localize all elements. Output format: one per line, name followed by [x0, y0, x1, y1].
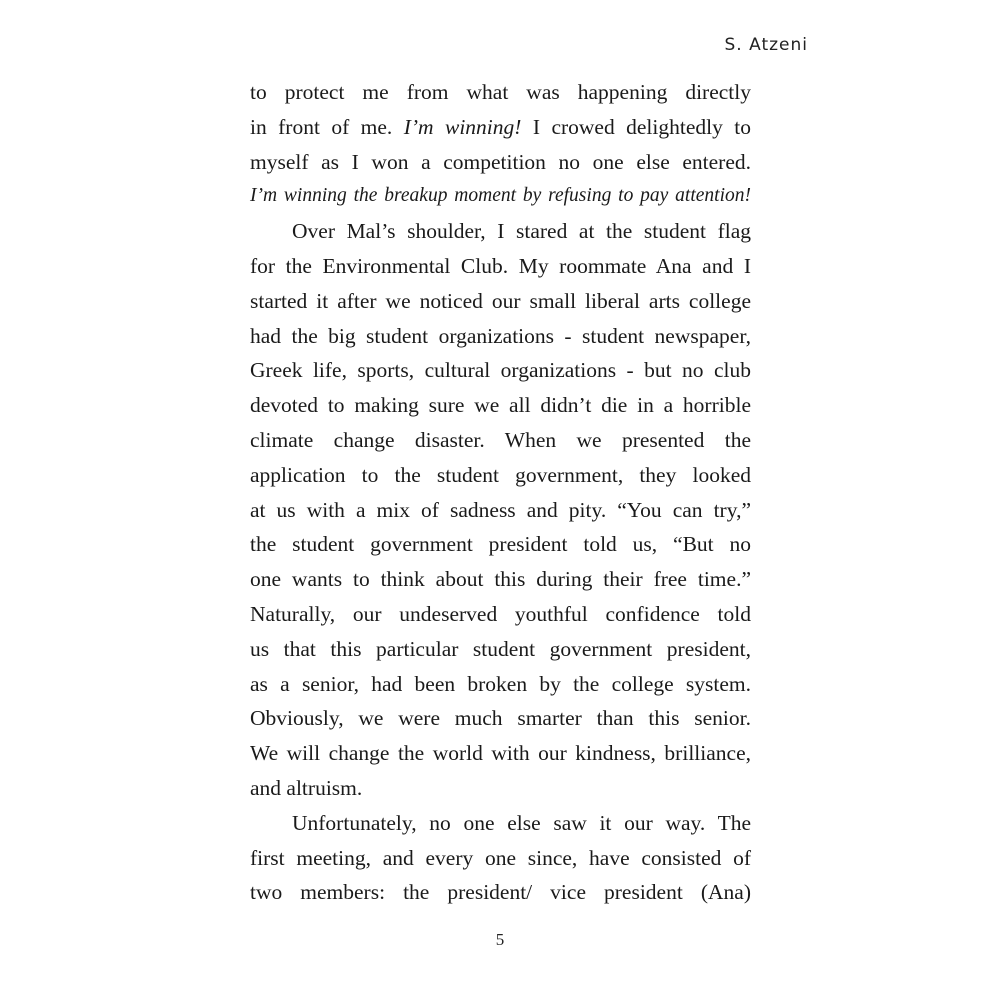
paragraph-first-line: Over Mal’s shoulder, I stared at the student flag	[292, 219, 751, 244]
text-line: had the big student organizations - student newspaper,	[250, 323, 751, 348]
text-line: to protect me from what was happening directly	[250, 80, 751, 104]
running-header-author: S. Atzeni	[724, 35, 808, 55]
text-line: application to the student government, they looked	[250, 462, 751, 487]
italic-text: I’m winning!	[403, 114, 522, 139]
text-line	[250, 110, 751, 145]
text-segment: in front of me.	[250, 114, 393, 139]
text-line: for the Environmental Club. My roommate Ana and I	[250, 253, 751, 278]
text-line: one wants to think about this during their free time.”	[250, 567, 751, 592]
text-line: devoted to making sure we all didn’t die in a horrible	[250, 393, 751, 418]
text-line: Naturally, our undeserved youthful confidence told	[250, 601, 751, 626]
text-line: myself as I won a competition no one else entered.	[250, 149, 751, 174]
text-line: I’m winning the breakup moment by refusing to pay attention!	[250, 185, 751, 207]
text-segment: I crowed delightedly to	[532, 114, 752, 139]
text-line: and altruism.	[250, 775, 363, 800]
text-line: started it after we noticed our small liberal arts college	[250, 288, 751, 313]
text-line: us that this particular student government president,	[250, 636, 751, 661]
text-line: first meeting, and every one since, have consisted of	[250, 845, 751, 870]
text-line: as a senior, had been broken by the college system.	[250, 671, 751, 696]
text-line: the student government president told us, “But no	[250, 532, 751, 557]
text-line: climate change disaster. When we presented the	[250, 427, 751, 452]
body-text	[250, 75, 751, 910]
text-line: Greek life, sports, cultural organizations - but no club	[250, 358, 751, 383]
text-line: two members: the president/ vice president (Ana)	[250, 880, 751, 905]
page-number: 5	[495, 930, 505, 949]
text-line: at us with a mix of sadness and pity. “You can try,”	[250, 497, 751, 522]
paragraph-first-line: Unfortunately, no one else saw it our way. The	[292, 810, 751, 835]
text-line: We will change the world with our kindness, brilliance,	[250, 741, 751, 766]
text-line: Obviously, we were much smarter than this senior.	[250, 706, 751, 731]
